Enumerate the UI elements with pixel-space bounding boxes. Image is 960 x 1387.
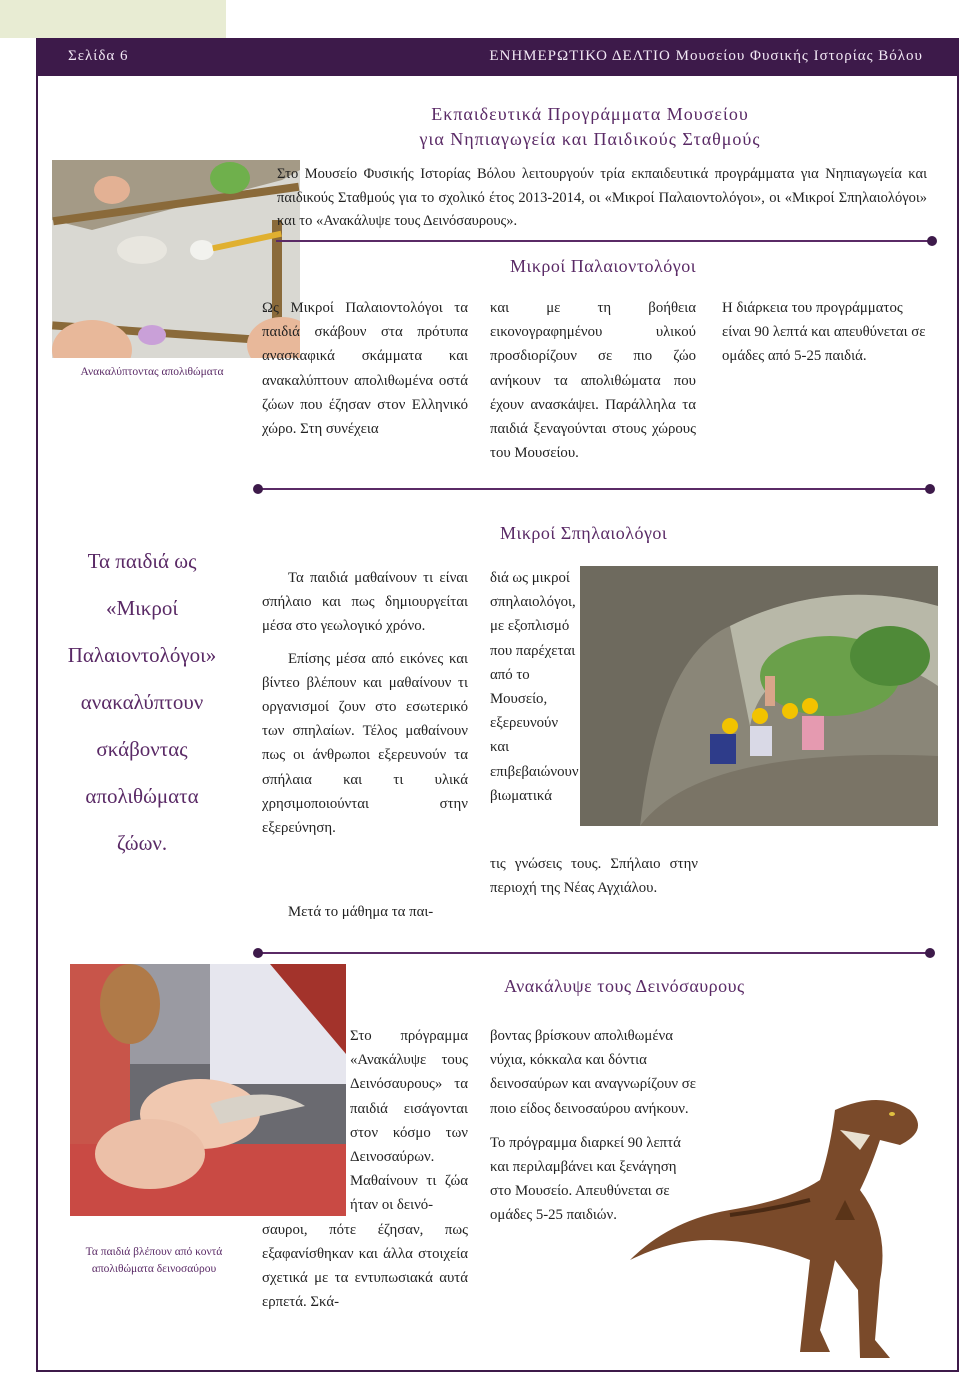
dino-caption: Τα παιδιά βλέπουν από κοντά απολιθώματα δεινοσαύρου bbox=[85, 1246, 223, 1275]
section2-p3-lead: Μετά το μάθημα τα παι- bbox=[288, 904, 434, 920]
page-header bbox=[36, 38, 959, 76]
quote-line1: Τα παιδιά ως bbox=[87, 549, 197, 573]
divider-3-dot-end bbox=[925, 948, 935, 958]
quote-line7: ζώων. bbox=[116, 831, 168, 855]
quote-line6: απολιθώματα bbox=[85, 784, 199, 808]
frame-bottom bbox=[36, 1370, 959, 1372]
frame-right bbox=[957, 76, 959, 1372]
quote-line3: Παλαιοντολόγοι» bbox=[67, 643, 217, 667]
divider-1-dot-end bbox=[927, 236, 937, 246]
page-number: Σελίδα 6 bbox=[68, 48, 129, 64]
divider-1 bbox=[276, 240, 932, 242]
section1-col1 bbox=[262, 296, 468, 441]
cave-photo bbox=[580, 566, 938, 826]
section1-col2 bbox=[490, 296, 696, 465]
pull-quote bbox=[56, 538, 228, 867]
section1-col1-text: Ως Μικροί Παλαιοντολόγοι τα παιδιά σκάβουν στα πρότυπα ανασκαφικά σκάμματα και ανακαλύπτουν απολιθωμένα οστά ζώων που έζησαν στον Ελληνικό χώρο. Στη συνέχεια bbox=[262, 300, 468, 438]
section1-col2-text: και με τη βοήθεια εικονογραφημένου υλικού προσδιορίζουν σε πιο ζώο ανήκουν τα απολιθώματα που έχουν ανασκάψει. Παράλληλα τα παιδιά ξεναγούνται στους χώρους του Μουσείου. bbox=[490, 300, 696, 462]
section2-col2 bbox=[490, 566, 580, 808]
quote-line4: ανακαλύπτουν bbox=[80, 690, 204, 714]
section2-p3-start: διά ως μικροί σπηλαιολόγοι, με εξοπλισμό που παρέχεται από το Μουσείο, εξερευνούν και επιβεβαιώνουν βιωματικά bbox=[490, 570, 579, 804]
quote-line2: «Μικροί bbox=[105, 596, 179, 620]
frame-left bbox=[36, 76, 38, 1372]
quote-line5: σκάβοντας bbox=[96, 737, 188, 761]
trex-illustration bbox=[630, 1090, 948, 1366]
section3-p1-b: σαυροι, πότε έζησαν, πως εξαφανίσθηκαν και άλλα στοιχεία σχετικά με τα εντυπωσιακά αυτά ερπετά. Σκά- bbox=[262, 1221, 468, 1311]
section2-title: Μικροί Σπηλαιολόγοι bbox=[500, 523, 668, 543]
section3-title: Ανακάλυψε τους Δεινόσαυρους bbox=[504, 976, 745, 996]
top-left-band bbox=[0, 0, 226, 38]
section2-col2b bbox=[490, 852, 698, 900]
excavation-caption: Ανακαλύπτοντας απολιθώματα bbox=[80, 366, 224, 378]
section1-title: Μικροί Παλαιοντολόγοι bbox=[510, 256, 697, 276]
section2-col1b bbox=[262, 900, 468, 924]
main-title-line2: για Νηπιαγωγεία και Παιδικούς Σταθμούς bbox=[419, 129, 761, 149]
section2-p3-end: τις γνώσεις τους. Σπήλαιο στην περιοχή της Νέας Αγχιάλου. bbox=[490, 856, 698, 897]
section3-p1-c: βοντας βρίσκουν απολιθωμένα νύχια, κόκκαλα και δόντια δεινοσαύρων και αναγνωρίζουν σε ποιο είδος δεινοσαύρου ανήκουν. bbox=[490, 1028, 696, 1117]
main-title-line1: Εκπαιδευτικά Προγράμματα Μουσείου bbox=[431, 104, 749, 124]
section1-col3 bbox=[722, 296, 930, 369]
section2-col1 bbox=[262, 566, 468, 848]
section3-p1-a: Στο πρόγραμμα «Ανακάλυψε τους Δεινόσαυρους» τα παιδιά εισάγονται στον κόσμο των Δεινοσαύρων. Μαθαίνουν τι ζώα ήταν οι δεινό- bbox=[350, 1028, 468, 1214]
divider-3 bbox=[258, 952, 930, 954]
intro-text: Στο Μουσείο Φυσικής Ιστορίας Βόλου λειτουργούν τρία εκπαιδευτικά προγράμματα για Νηπιαγωγεία και παιδικούς Σταθμούς για το σχολικό έτος 2013-2014, οι «Μικροί Παλαιοντολόγοι», οι «Μικροί Σπηλαιολόγοι» και το «Ανακάλυψε τους Δεινόσαυρους». bbox=[277, 166, 927, 229]
main-title bbox=[300, 102, 880, 152]
section2-p2: Επίσης μέσα από εικόνες και βίντεο βλέπουν και μαθαίνουν τι οργανισμοί ζουν στο εσωτερικό των σπηλαίων. Τέλος μαθαίνουν πως οι άνθρωποι εξερευνούν τα σπήλαια και τι υλικά χρησιμοποιούνται στην εξερεύνηση. bbox=[262, 650, 468, 837]
divider-2-dot-start bbox=[253, 484, 263, 494]
newsletter-title: ΕΝΗΜΕΡΩΤΙΚΟ ΔΕΛΤΙΟ Μουσείου Φυσικής Ιστορίας Βόλου bbox=[489, 48, 923, 64]
section1-col3-text: Η διάρκεια του προγράμματος είναι 90 λεπτά και απευθύνεται σε ομάδες από 5-25 παιδιά. bbox=[722, 300, 926, 365]
section3-p2: Το πρόγραμμα διαρκεί 90 λεπτά και περιλαμβάνει και ξενάγηση στο Μουσείο. Απευθύνεται σε ομάδες 5-25 παιδιών. bbox=[490, 1134, 681, 1224]
section3-col1 bbox=[262, 1024, 468, 1314]
divider-2-dot-end bbox=[925, 484, 935, 494]
section2-p1: Τα παιδιά μαθαίνουν τι είναι σπήλαιο και πως δημιουργείται μέσα στο γεωλογικό χρόνο. bbox=[262, 570, 468, 635]
divider-2 bbox=[258, 488, 930, 490]
divider-3-dot-start bbox=[253, 948, 263, 958]
